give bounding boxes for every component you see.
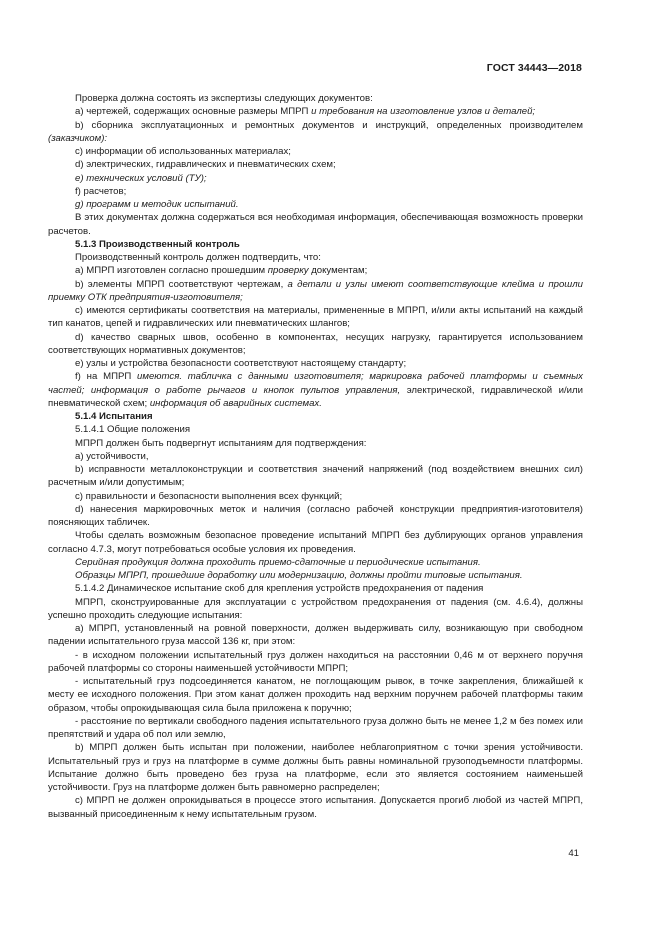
paragraph: a) чертежей, содержащих основные размеры МПРП и требования на изготовление узлов и деталей; [75,106,536,118]
paragraph: b) МПРП должен быть испытан при положении, наиболее неблагоприятном с точки зрения устойчивости. Испытательный груз и груз на платформе в сумме должны быть равны номинальной грузоподъемности платформы. Испытание должно быть проведено без груза на платформе, если это является состоянием наименьшей устойчивости. Груз на платформе должен быть равномерно распределен; [48,742,583,793]
subsection-heading: 5.1.4.1 Общие положения [75,424,191,436]
paragraph: Проверка должна состоять из экспертизы следующих документов: [75,93,373,104]
paragraph: d) нанесения маркировочных меток и наличия (согласно рабочей конструкции предприятия-изготовителя) поясняющих табличек. [48,503,583,528]
paragraph: e) узлы и устройства безопасности соответствуют настоящему стандарту; [75,358,407,369]
paragraph: c) МПРП не должен опрокидываться в процессе этого испытания. Допускается прогиб любой из частей МПРП, вызванный присоединенным к нему испытательным грузом. [48,795,583,820]
paragraph: f) расчетов; [75,185,127,197]
paragraph: c) правильности и безопасности выполнения всех функций; [75,490,343,502]
paragraph: - расстояние по вертикали свободного падения испытательного груза должно быть не менее 1,2 м без помех или препятствий и удара об пол или землю, [48,715,583,740]
page-number: 41 [568,848,579,859]
document-header: ГОСТ 34443—2018 [486,62,582,74]
paragraph: - испытательный груз подсоединяется канатом, не поглощающим рывок, в точке закрепления, ближайшей к месту ее исходного положения. При этом канат должен проходить над верхним поручнем рабочей платформы таким образом, чтобы опрокидывающая сила была приложена к поручню; [48,676,583,714]
paragraph: Производственный контроль должен подтвердить, что: [75,252,321,263]
paragraph: d) электрических, гидравлических и пневматических схем; [75,159,336,171]
paragraph: МПРП должен быть подвергнут испытаниям для подтверждения: [75,437,367,449]
subsection-heading: 5.1.4.2 Динамическое испытание скоб для крепления устройств предохранения от падения [75,583,484,595]
section-heading: 5.1.4 Испытания [75,411,153,422]
paragraph: c) информации об использованных материалах; [75,146,291,157]
paragraph: d) качество сварных швов, особенно в компонентах, несущих нагрузку, гарантируется использованием соответствующих нормативных документов; [48,331,583,356]
document-body [48,92,583,821]
paragraph: Образцы МПРП, прошедшие доработку или модернизацию, должны пройти типовые испытания. [75,570,523,581]
paragraph: a) МПРП изготовлен согласно прошедшим проверку документам; [75,265,368,277]
paragraph: В этих документах должна содержаться вся необходимая информация, обеспечивающая возможность проверки расчетов. [48,212,583,237]
paragraph: МПРП, сконструированные для эксплуатации с устройством предохранения от падения (см. 4.6.4), должны успешно проходить следующие испытания: [48,596,583,621]
paragraph: b) исправности металлоконструкции и соответствия значений напряжений (под воздействием внешних сил) расчетным и/или допустимым; [48,464,583,489]
paragraph: a) устойчивости, [75,450,149,462]
section-heading: 5.1.3 Производственный контроль [75,238,240,250]
paragraph: - в исходном положении испытательный груз должен находиться на расстоянии 0,46 м от верхнего поручня рабочей платформы со стороны наименьшей устойчивости МПРП; [48,649,583,674]
paragraph: b) сборника эксплуатационных и ремонтных документов и инструкций, определенных производителем (заказчиком): [48,119,583,144]
paragraph: e) технических условий (ТУ); [75,172,207,184]
paragraph: g) программ и методик испытаний. [75,199,239,210]
paragraph: b) элементы МПРП соответствуют чертежам, а детали и узлы имеют соответствующие клейма и прошли приемку ОТК предприятия-изготовителя; [48,278,583,303]
paragraph: f) на МПРП имеются. табличка с данными изготовителя; маркировка рабочей платформы и съемных частей; информация о работе рычагов и кнопок пультов управления, электрической, гидравлической и/или пневматической схем; информация об аварийных системах. [48,371,583,409]
paragraph: Чтобы сделать возможным безопасное проведение испытаний МПРП без дублирующих органов управления согласно 4.7.3, могут потребоваться особые условия их проведения. [48,530,583,555]
paragraph: c) имеются сертификаты соответствия на материалы, примененные в МПРП, и/или акты испытаний на каждый тип канатов, цепей и гидравлических или пневматических шлангов; [48,305,583,330]
paragraph: Серийная продукция должна проходить приемо-сдаточные и периодические испытания. [75,556,481,568]
paragraph: a) МПРП, установленный на ровной поверхности, должен выдерживать силу, возникающую при свободном падении испытательного груза массой 136 кг, при этом: [48,623,583,648]
